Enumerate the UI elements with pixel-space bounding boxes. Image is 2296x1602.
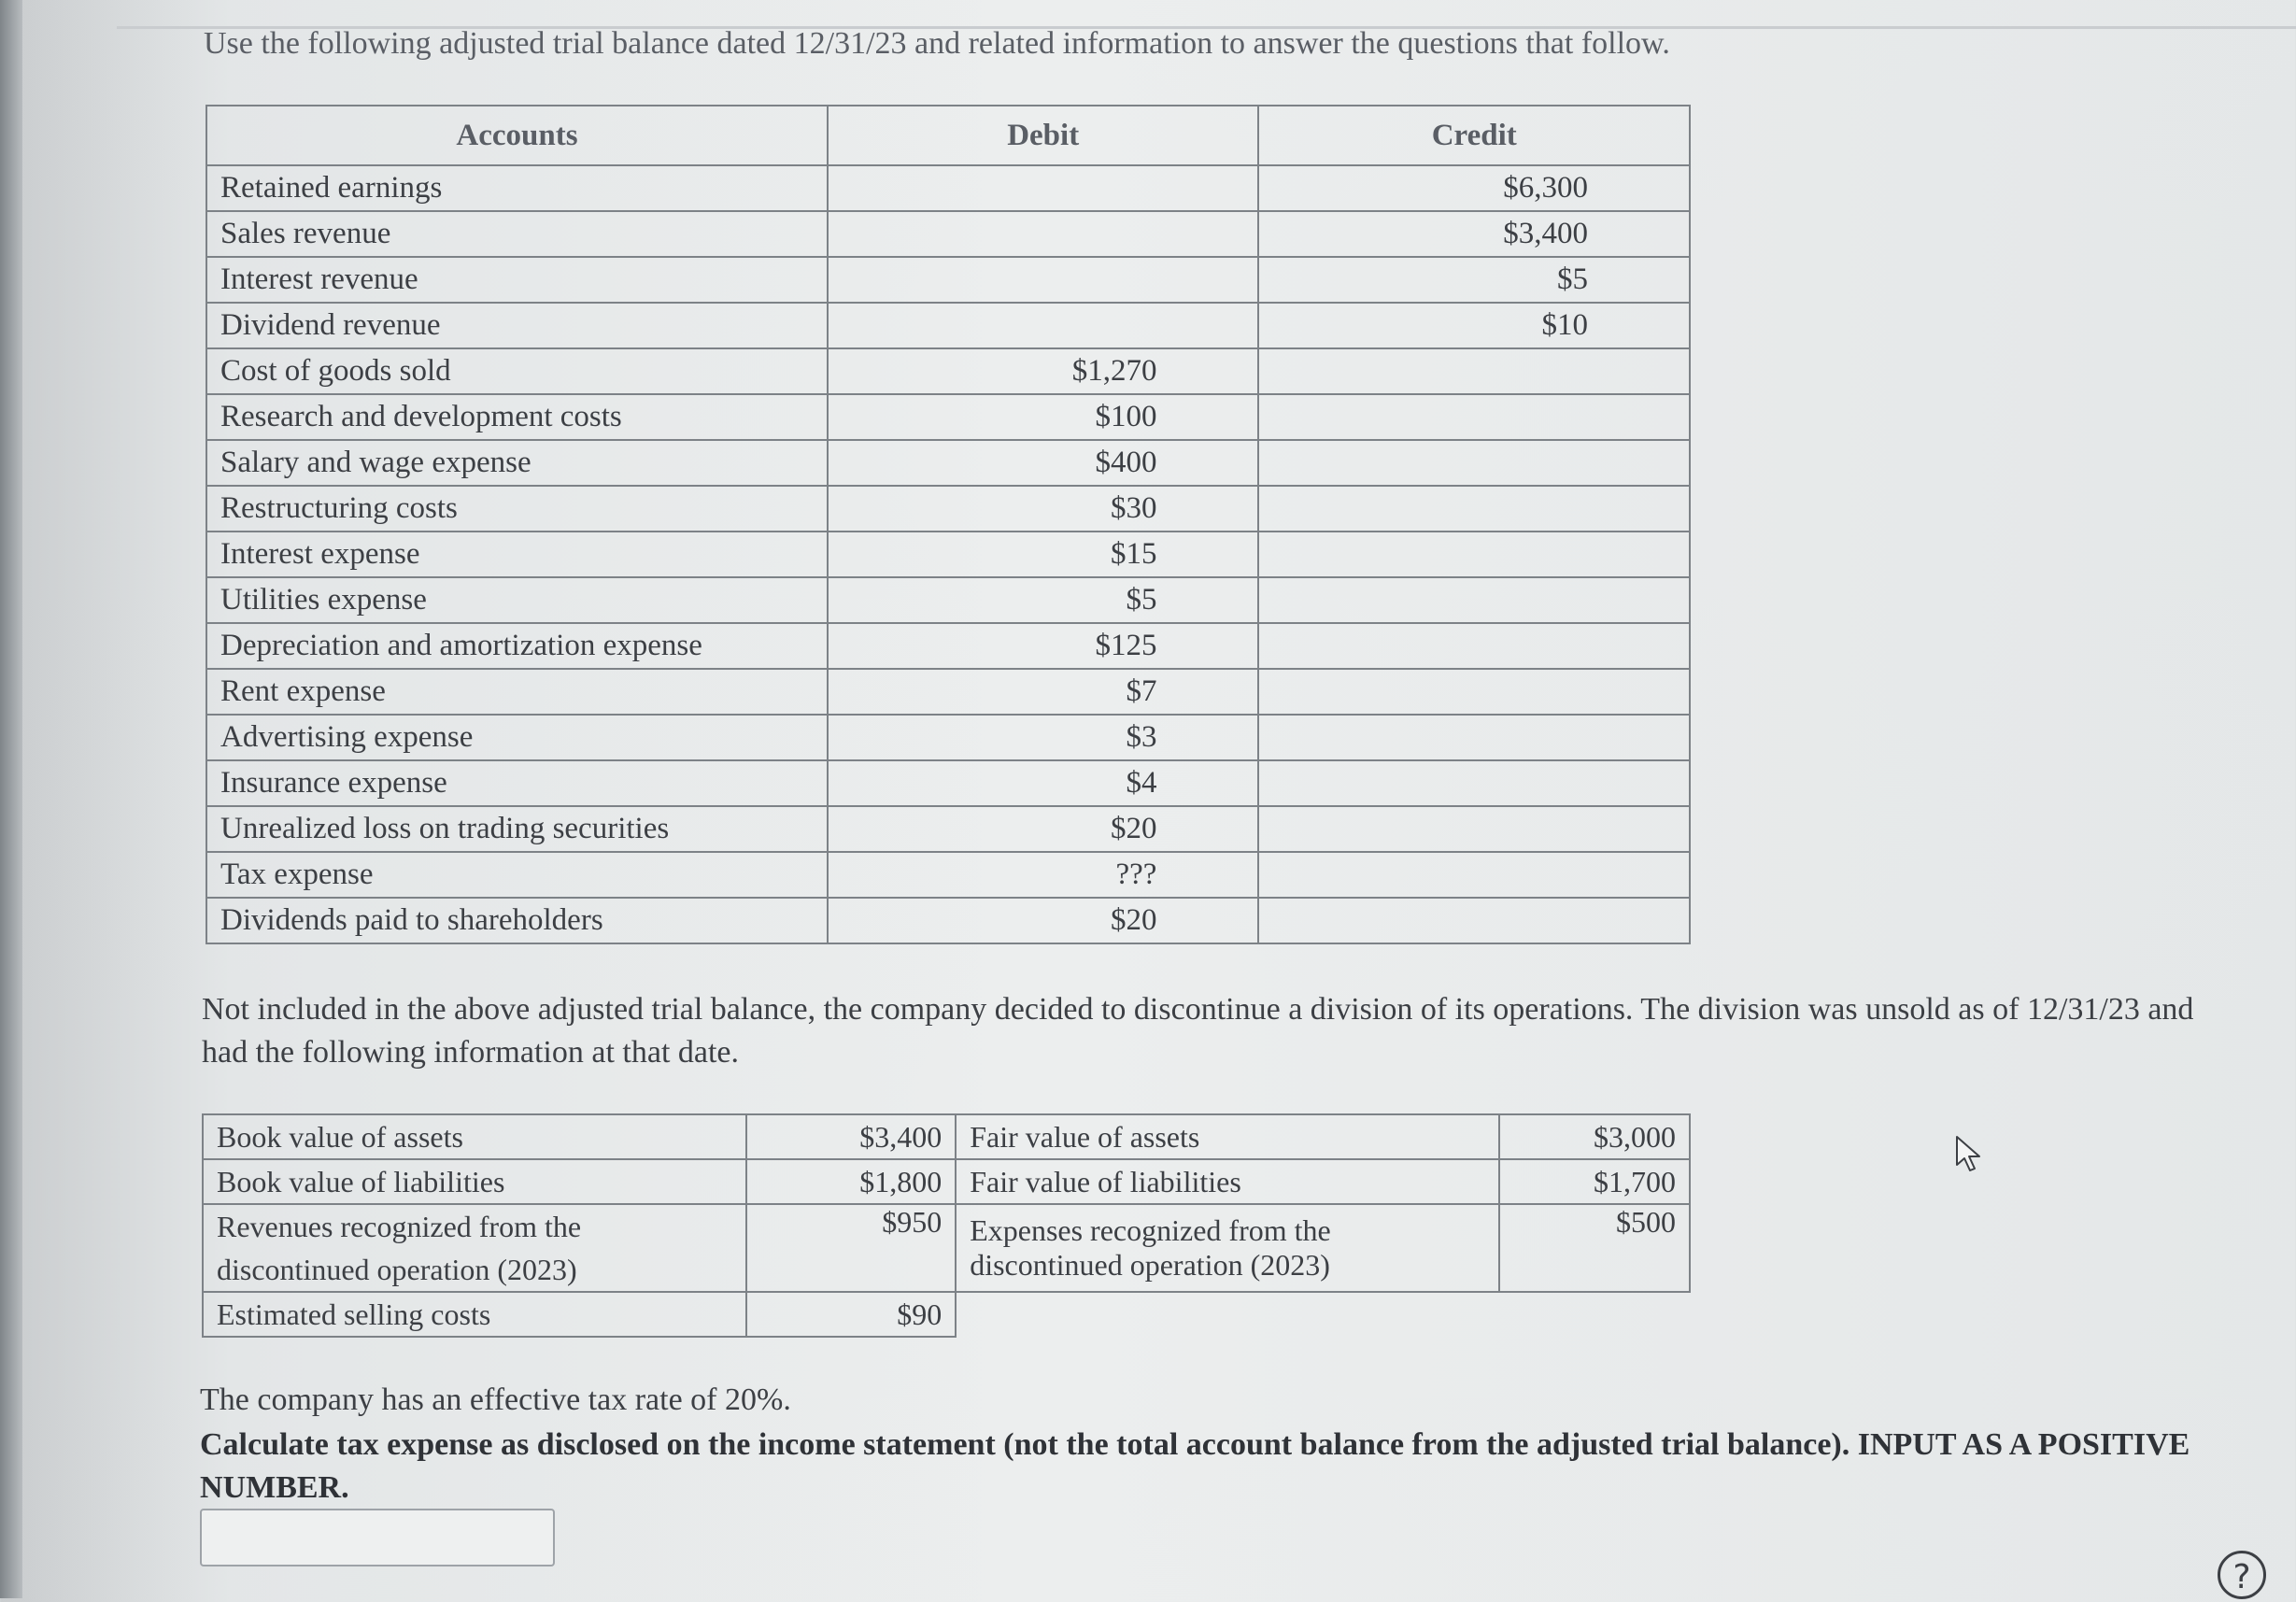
account-cell: Depreciation and amortization expense [206, 623, 828, 669]
account-cell: Interest expense [206, 532, 828, 577]
table-row [206, 165, 1690, 211]
credit-cell: $6,300 [1258, 165, 1690, 211]
table-row [206, 532, 1690, 577]
debit-header: Debit [828, 106, 1259, 165]
account-cell: Utilities expense [206, 577, 828, 623]
table-row [203, 1159, 1690, 1204]
top-divider [117, 0, 2296, 29]
account-cell: Sales revenue [206, 211, 828, 257]
table-row [206, 623, 1690, 669]
credit-cell [1258, 486, 1690, 532]
credit-cell [1258, 348, 1690, 394]
credit-cell [1258, 669, 1690, 715]
book-value-liabilities-label: Book value of liabilities [203, 1159, 746, 1204]
fair-value-assets-value: $3,000 [1499, 1114, 1690, 1159]
table-row [206, 348, 1690, 394]
account-cell: Interest revenue [206, 257, 828, 303]
debit-cell [828, 257, 1259, 303]
account-cell: Retained earnings [206, 165, 828, 211]
revenues-discontinued-label: Revenues recognized from the discontinued operation (2023) [203, 1204, 746, 1292]
table-row [203, 1292, 1690, 1337]
account-cell: Salary and wage expense [206, 440, 828, 486]
table-row [206, 760, 1690, 806]
table-row [206, 303, 1690, 348]
expenses-discontinued-value: $500 [1499, 1204, 1690, 1292]
book-value-assets-value: $3,400 [746, 1114, 957, 1159]
credit-cell [1258, 532, 1690, 577]
table-header-row [206, 106, 1690, 165]
cursor-arrow-icon [1954, 1135, 1982, 1172]
account-cell: Unrealized loss on trading securities [206, 806, 828, 852]
table-row [206, 394, 1690, 440]
debit-cell: $5 [828, 577, 1259, 623]
fair-value-liabilities-value: $1,700 [1499, 1159, 1690, 1204]
table-row [206, 806, 1690, 852]
credit-header: Credit [1258, 106, 1690, 165]
debit-cell: $1,270 [828, 348, 1259, 394]
fair-value-liabilities-label: Fair value of liabilities [956, 1159, 1499, 1204]
debit-cell: $7 [828, 669, 1259, 715]
account-cell: Rent expense [206, 669, 828, 715]
debit-cell: $30 [828, 486, 1259, 532]
table-row [206, 852, 1690, 898]
account-cell: Dividend revenue [206, 303, 828, 348]
question-text: Calculate tax expense as disclosed on the income statement (not the total account balance from the adjusted trial balance). INPUT AS A POSITIVE NUMBER. [200, 1427, 2190, 1505]
selling-costs-value: $90 [746, 1292, 957, 1337]
debit-cell: $4 [828, 760, 1259, 806]
help-circle-icon[interactable]: ? [2218, 1551, 2266, 1599]
account-cell: Restructuring costs [206, 486, 828, 532]
book-value-assets-label: Book value of assets [203, 1114, 746, 1159]
debit-cell: ??? [828, 852, 1259, 898]
credit-cell: $5 [1258, 257, 1690, 303]
screen-edge [0, 0, 22, 1598]
account-cell: Tax expense [206, 852, 828, 898]
debit-cell: $20 [828, 806, 1259, 852]
credit-cell [1258, 760, 1690, 806]
debit-cell: $100 [828, 394, 1259, 440]
account-cell: Advertising expense [206, 715, 828, 760]
adjusted-trial-balance-table [206, 105, 1691, 944]
credit-cell [1258, 623, 1690, 669]
table-row [206, 440, 1690, 486]
table-row [203, 1204, 1690, 1292]
credit-cell [1258, 715, 1690, 760]
account-cell: Cost of goods sold [206, 348, 828, 394]
debit-cell [828, 211, 1259, 257]
credit-cell: $10 [1258, 303, 1690, 348]
account-cell: Research and development costs [206, 394, 828, 440]
credit-cell [1258, 394, 1690, 440]
expenses-discontinued-label: Expenses recognized from the discontinued operation (2023) [956, 1204, 1499, 1292]
discontinued-operation-table [202, 1113, 1691, 1338]
tax-rate-note: The company has an effective tax rate of 20%. [200, 1382, 791, 1417]
credit-cell [1258, 898, 1690, 943]
credit-cell [1258, 806, 1690, 852]
table-row [206, 486, 1690, 532]
intro-text: Use the following adjusted trial balance dated 12/31/23 and related information to answer the questions that follow. [204, 26, 1670, 61]
accounts-header: Accounts [206, 106, 828, 165]
revenues-discontinued-value: $950 [746, 1204, 957, 1292]
credit-cell [1258, 577, 1690, 623]
table-row [203, 1114, 1690, 1159]
fair-value-assets-label: Fair value of assets [956, 1114, 1499, 1159]
debit-cell: $3 [828, 715, 1259, 760]
table-row [206, 577, 1690, 623]
empty-cell [956, 1292, 1499, 1337]
discontinued-intro-text: Not included in the above adjusted trial balance, the company decided to discontinue a division of its operations. The division was unsold as of 12/31/23 and had the following information at that date. [202, 992, 2194, 1070]
table-row [206, 715, 1690, 760]
empty-cell [1499, 1292, 1690, 1337]
account-cell: Insurance expense [206, 760, 828, 806]
book-value-liabilities-value: $1,800 [746, 1159, 957, 1204]
table-row [206, 898, 1690, 943]
table-row [206, 257, 1690, 303]
credit-cell [1258, 852, 1690, 898]
credit-cell: $3,400 [1258, 211, 1690, 257]
trial-balance-body [206, 165, 1690, 943]
debit-cell [828, 165, 1259, 211]
selling-costs-label: Estimated selling costs [203, 1292, 746, 1337]
debit-cell [828, 303, 1259, 348]
answer-input[interactable] [200, 1509, 555, 1567]
debit-cell: $400 [828, 440, 1259, 486]
debit-cell: $15 [828, 532, 1259, 577]
credit-cell [1258, 440, 1690, 486]
debit-cell: $20 [828, 898, 1259, 943]
table-row [206, 211, 1690, 257]
account-cell: Dividends paid to shareholders [206, 898, 828, 943]
table-row [206, 669, 1690, 715]
debit-cell: $125 [828, 623, 1259, 669]
